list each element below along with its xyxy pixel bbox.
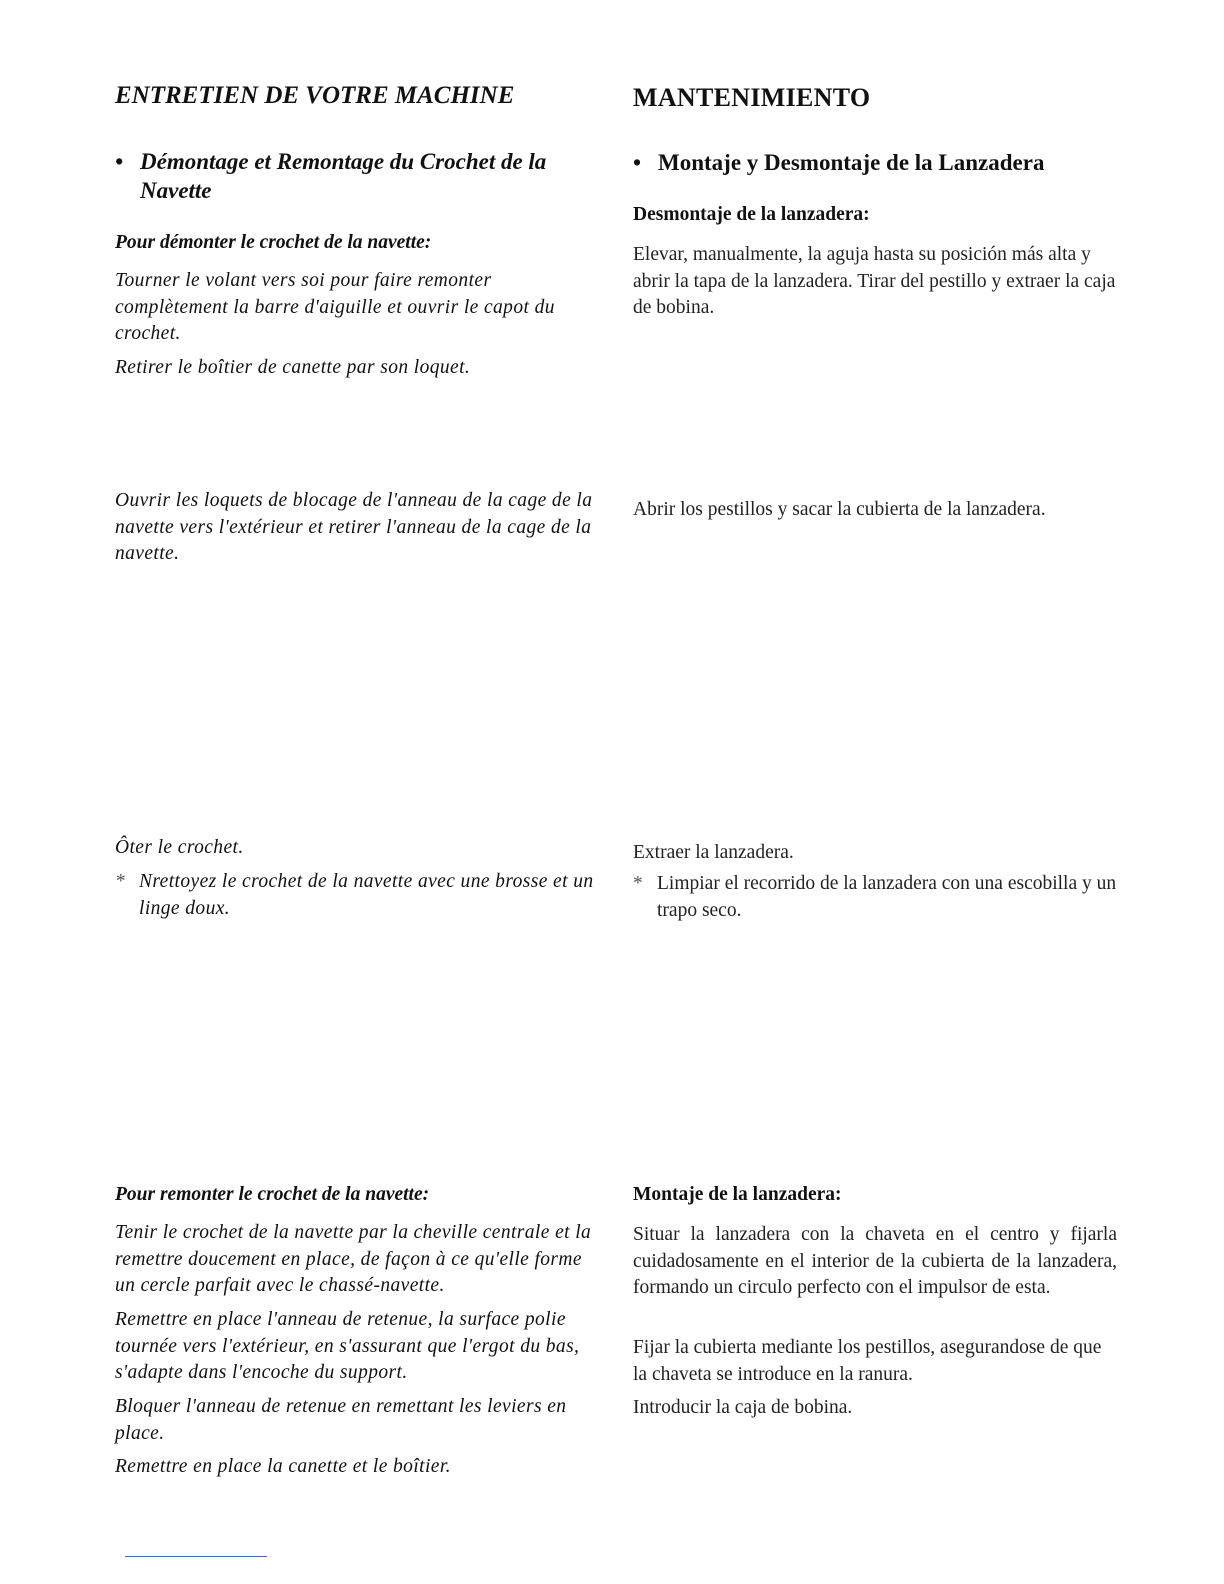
step-es-1: Elevar, manualmente, la aguja hasta su posición más alta y abrir la tapa de la lanzadera. Tirar del pestillo y extraer la caja de bobina. — [633, 244, 1116, 318]
step-fr-1: Tourner le volant vers soi pour faire remonter complètement la barre d'aiguille et ouvrir le capot du crochet. — [115, 270, 555, 344]
step-es-3: Extraer la lanzadera. — [633, 842, 794, 863]
note-text: Nrettoyez le crochet de la navette avec une brosse et un linge doux. — [139, 871, 594, 919]
bullet-heading-es — [633, 148, 1117, 177]
assemble-step-fr-1: Tenir le crochet de la navette par la cheville centrale et la remettre doucement en place, de façon à ce qu'elle forme un cercle parfait avec le chassé-navette. — [115, 1222, 592, 1296]
step-fr-3: Ouvrir les loquets de blocage de l'anneau de la cage de la navette vers l'extérieur et retirer l'anneau de la cage de la navette. — [115, 490, 593, 564]
assemble-heading-es: Montaje de la lanzadera: — [633, 1184, 842, 1205]
bullet-icon: • — [633, 150, 642, 175]
note-text: Limpiar el recorrido de la lanzadera con una escobilla y un trapo seco. — [657, 873, 1117, 921]
assemble-step-fr-4: Remettre en place la canette et le boîtier. — [115, 1456, 451, 1477]
bullet-heading-line: Navette — [140, 178, 212, 203]
assemble-step-es-3: Introducir la caja de bobina. — [633, 1397, 853, 1418]
disassemble-heading-es: Desmontaje de la lanzadera: — [633, 204, 870, 225]
bullet-icon: • — [115, 149, 124, 174]
bullet-heading-line: Montaje y Desmontaje de la Lanzadera — [658, 150, 1045, 175]
assemble-step-es-1: Situar la lanzadera con la chaveta en el centro y fijarla cuidadosamente en el interior de la cubierta de la lanzadera, formando un circulo perfecto con el impulsor de esta. — [633, 1224, 1117, 1298]
disassemble-heading-fr: Pour démonter le crochet de la navette: — [115, 232, 432, 253]
assemble-heading-fr: Pour remonter le crochet de la navette: — [115, 1184, 430, 1205]
assemble-step-fr-2: Remettre en place l'anneau de retenue, la surface polie tournée vers l'extérieur, en s'assurant que l'ergot du bas, s'adapte dans l'encoche du support. — [115, 1309, 580, 1383]
step-es-2: Abrir los pestillos y sacar la cubierta de la lanzadera. — [633, 499, 1046, 520]
note-fr — [115, 869, 597, 922]
assemble-step-fr-3: Bloquer l'anneau de retenue en remettant les leviers en place. — [115, 1396, 567, 1444]
section-title-fr: ENTRETIEN DE VOTRE MACHINE — [115, 82, 515, 109]
note-es — [633, 871, 1117, 924]
section-title-es: MANTENIMIENTO — [633, 83, 871, 112]
asterisk-marker: * — [115, 871, 126, 892]
bullet-heading-fr — [115, 147, 597, 205]
step-fr-4: Ôter le crochet. — [115, 837, 244, 858]
assemble-step-es-2: Fijar la cubierta mediante los pestillos, asegurandose de que la chaveta se introduce en la ranura. — [633, 1337, 1102, 1385]
bullet-heading-line: Démontage et Remontage du Crochet de la — [140, 149, 547, 174]
step-fr-2: Retirer le boîtier de canette par son loquet. — [115, 357, 471, 378]
footer-rule — [125, 1556, 267, 1557]
asterisk-marker: * — [633, 873, 643, 894]
